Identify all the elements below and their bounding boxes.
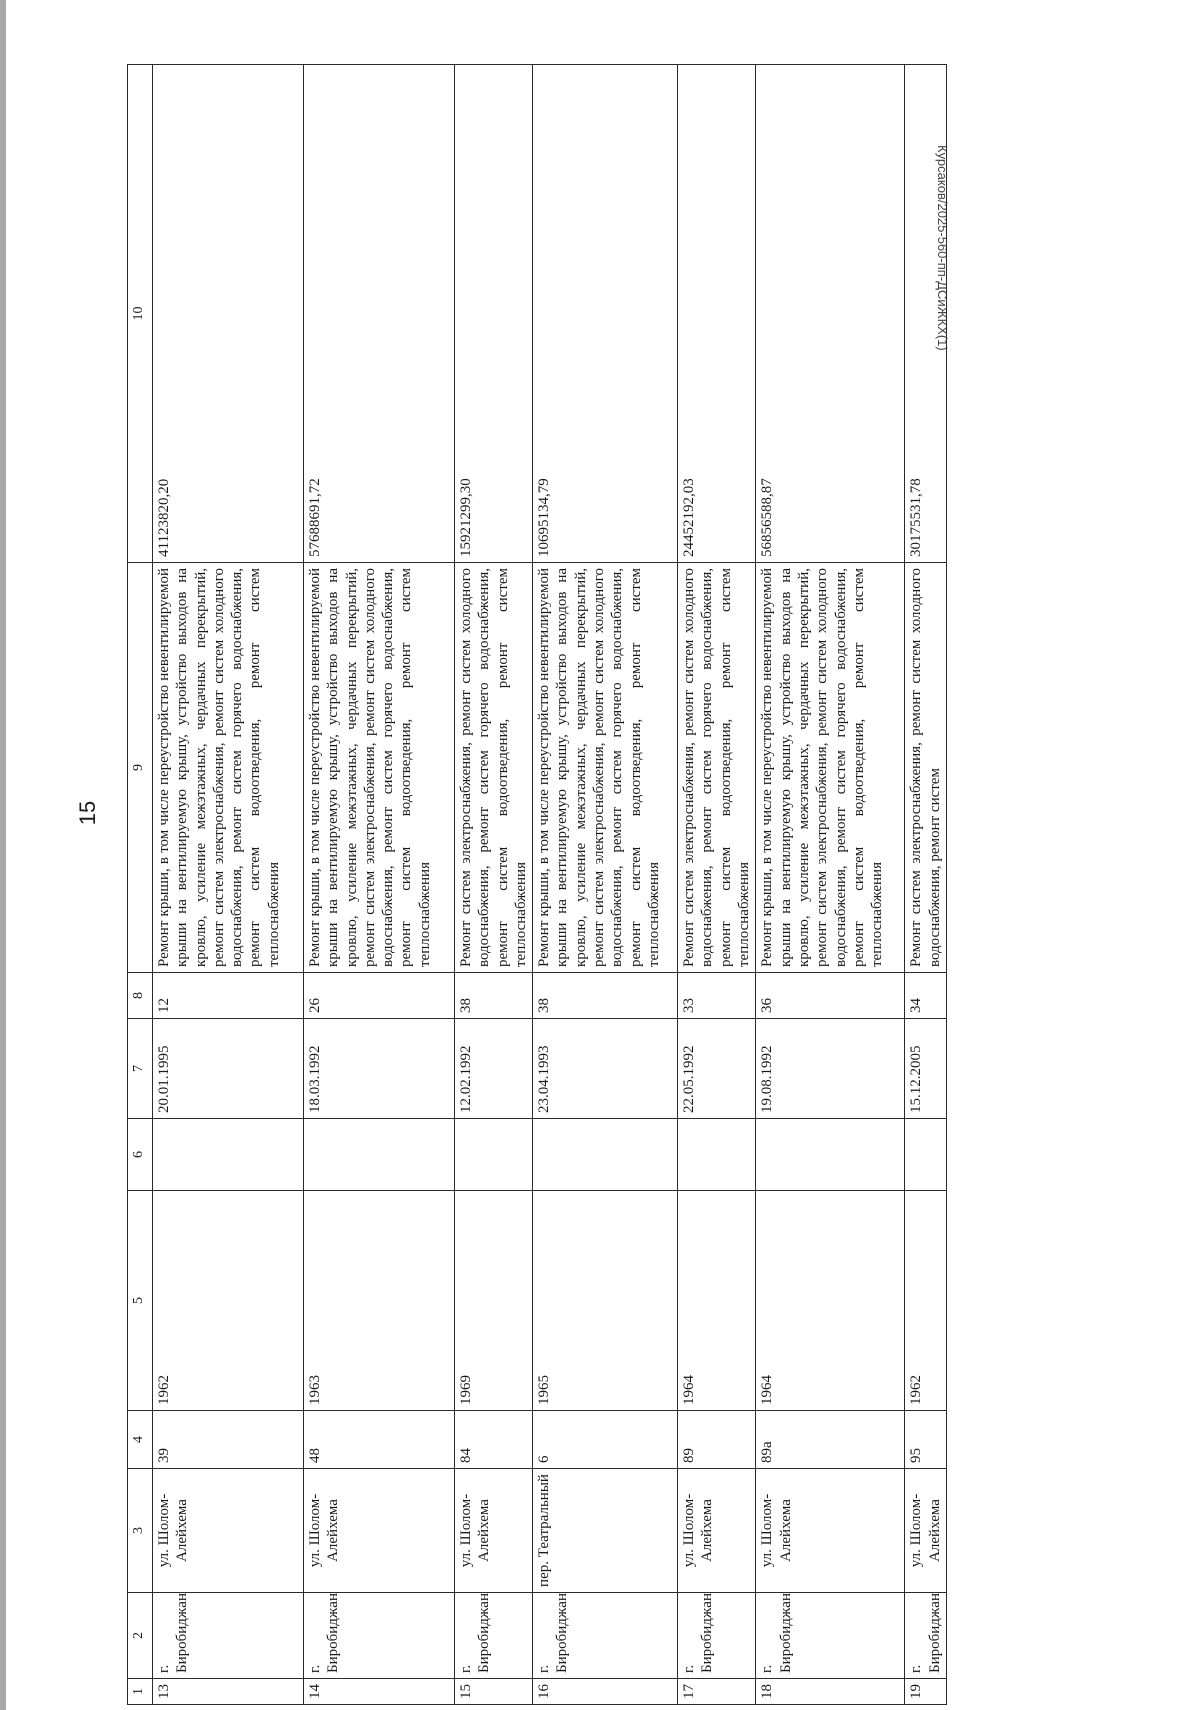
cost-cell: 57688691,72	[304, 65, 455, 563]
date-cell: 20.01.1995	[153, 1019, 304, 1119]
column-6-cell	[905, 1119, 947, 1191]
cost-cell: 30175531,78	[905, 65, 947, 563]
row-number-cell: 14	[304, 1679, 455, 1705]
table-row	[905, 65, 947, 1705]
column-6-cell	[533, 1119, 678, 1191]
city-cell: г. Биробиджан	[756, 1593, 905, 1679]
header-cell: 10	[128, 65, 153, 563]
table-row	[153, 65, 304, 1705]
column-8-cell: 12	[153, 973, 304, 1019]
header-cell: 9	[128, 563, 153, 973]
year-built-cell: 1963	[304, 1191, 455, 1411]
column-6-cell	[153, 1119, 304, 1191]
header-cell: 2	[128, 1593, 153, 1679]
header-cell: 8	[128, 973, 153, 1019]
table-row	[533, 65, 678, 1705]
header-cell: 6	[128, 1119, 153, 1191]
city-cell: г. Биробиджан	[678, 1593, 756, 1679]
year-built-cell: 1964	[756, 1191, 905, 1411]
row-number-cell: 19	[905, 1679, 947, 1705]
house-number-cell: 48	[304, 1411, 455, 1469]
page-number: 15	[75, 800, 100, 826]
column-8-cell: 26	[304, 973, 455, 1019]
street-cell: ул. Шолом-Алейхема	[455, 1469, 533, 1593]
rotated-table-container	[127, 65, 1007, 1705]
table-row	[455, 65, 533, 1705]
house-number-cell: 39	[153, 1411, 304, 1469]
objects-table	[127, 64, 947, 1705]
street-cell: ул. Шолом-Алейхема	[153, 1469, 304, 1593]
header-cell: 4	[128, 1411, 153, 1469]
row-number-cell: 13	[153, 1679, 304, 1705]
street-cell: пер. Театральный	[533, 1469, 678, 1593]
row-number-cell: 18	[756, 1679, 905, 1705]
cost-cell: 56856588,87	[756, 65, 905, 563]
city-cell: г. Биробиджан	[533, 1593, 678, 1679]
column-6-cell	[455, 1119, 533, 1191]
date-cell: 19.08.1992	[756, 1019, 905, 1119]
date-cell: 22.05.1992	[678, 1019, 756, 1119]
cost-cell: 41123820,20	[153, 65, 304, 563]
row-number-cell: 15	[455, 1679, 533, 1705]
header-cell: 7	[128, 1019, 153, 1119]
table-row	[678, 65, 756, 1705]
column-8-cell: 33	[678, 973, 756, 1019]
column-8-cell: 38	[533, 973, 678, 1019]
date-cell: 15.12.2005	[905, 1019, 947, 1119]
works-cell: Ремонт крыши, в том числе переустройство невентилируемой крыши на вентилируемую крышу, устройство выходов на кровлю, усиление межэтажных, чердачных перекрытий, ремонт систем электроснабжения, ремонт систем холодного водоснабжения, ремонт систем горячего водоснабжения, ремонт систем водоотведения, ремонт систем теплоснабжения	[304, 563, 455, 973]
row-number-cell: 16	[533, 1679, 678, 1705]
works-cell: Ремонт крыши, в том числе переустройство невентилируемой крыши на вентилируемую крышу, устройство выходов на кровлю, усиление межэтажных, чердачных перекрытий, ремонт систем электроснабжения, ремонт систем холодного водоснабжения, ремонт систем горячего водоснабжения, ремонт систем водоотведения, ремонт систем теплоснабжения	[153, 563, 304, 973]
works-cell: Ремонт систем электроснабжения, ремонт систем холодного водоснабжения, ремонт систем горячего водоснабжения, ремонт систем водоотведения, ремонт систем теплоснабжения	[455, 563, 533, 973]
cost-cell: 15921299,30	[455, 65, 533, 563]
row-number-cell: 17	[678, 1679, 756, 1705]
column-6-cell	[304, 1119, 455, 1191]
city-cell: г. Биробиджан	[153, 1593, 304, 1679]
header-cell: 5	[128, 1191, 153, 1411]
house-number-cell: 95	[905, 1411, 947, 1469]
date-cell: 18.03.1992	[304, 1019, 455, 1119]
date-cell: 23.04.1993	[533, 1019, 678, 1119]
cost-cell: 24452192,03	[678, 65, 756, 563]
street-cell: ул. Шолом-Алейхема	[304, 1469, 455, 1593]
table-row	[756, 65, 905, 1705]
header-cell: 1	[128, 1679, 153, 1705]
table-row	[304, 65, 455, 1705]
works-cell: Ремонт крыши, в том числе переустройство невентилируемой крыши на вентилируемую крышу, устройство выходов на кровлю, усиление межэтажных, чердачных перекрытий, ремонт систем электроснабжения, ремонт систем холодного водоснабжения, ремонт систем горячего водоснабжения, ремонт систем водоотведения, ремонт систем теплоснабжения	[533, 563, 678, 973]
street-cell: ул. Шолом-Алейхема	[905, 1469, 947, 1593]
date-cell: 12.02.1992	[455, 1019, 533, 1119]
cost-cell: 10695134,79	[533, 65, 678, 563]
column-8-cell: 38	[455, 973, 533, 1019]
column-6-cell	[678, 1119, 756, 1191]
header-cell: 3	[128, 1469, 153, 1593]
year-built-cell: 1964	[678, 1191, 756, 1411]
house-number-cell: 89	[678, 1411, 756, 1469]
column-8-cell: 36	[756, 973, 905, 1019]
column-8-cell: 34	[905, 973, 947, 1019]
city-cell: г. Биробиджан	[455, 1593, 533, 1679]
works-cell: Ремонт крыши, в том числе переустройство невентилируемой крыши на вентилируемую крышу, устройство выходов на кровлю, усиление межэтажных, чердачных перекрытий, ремонт систем электроснабжения, ремонт систем холодного водоснабжения, ремонт систем горячего водоснабжения, ремонт систем водоотведения, ремонт систем теплоснабжения	[756, 563, 905, 973]
year-built-cell: 1962	[153, 1191, 304, 1411]
year-built-cell: 1965	[533, 1191, 678, 1411]
house-number-cell: 89а	[756, 1411, 905, 1469]
works-cell: Ремонт систем электроснабжения, ремонт систем холодного водоснабжения, ремонт систем	[905, 563, 947, 973]
year-built-cell: 1962	[905, 1191, 947, 1411]
header-row	[128, 65, 153, 1705]
year-built-cell: 1969	[455, 1191, 533, 1411]
street-cell: ул. Шолом-Алейхема	[678, 1469, 756, 1593]
city-cell: г. Биробиджан	[905, 1593, 947, 1679]
column-6-cell	[756, 1119, 905, 1191]
works-cell: Ремонт систем электроснабжения, ремонт систем холодного водоснабжения, ремонт систем горячего водоснабжения, ремонт систем водоотведения, ремонт систем теплоснабжения	[678, 563, 756, 973]
house-number-cell: 84	[455, 1411, 533, 1469]
house-number-cell: 6	[533, 1411, 678, 1469]
street-cell: ул. Шолом-Алейхема	[756, 1469, 905, 1593]
document-footer-reference: Курсаков/2025-560-пп-ДСиЖКХ(1)	[935, 145, 950, 351]
scan-edge	[0, 0, 6, 1710]
city-cell: г. Биробиджан	[304, 1593, 455, 1679]
